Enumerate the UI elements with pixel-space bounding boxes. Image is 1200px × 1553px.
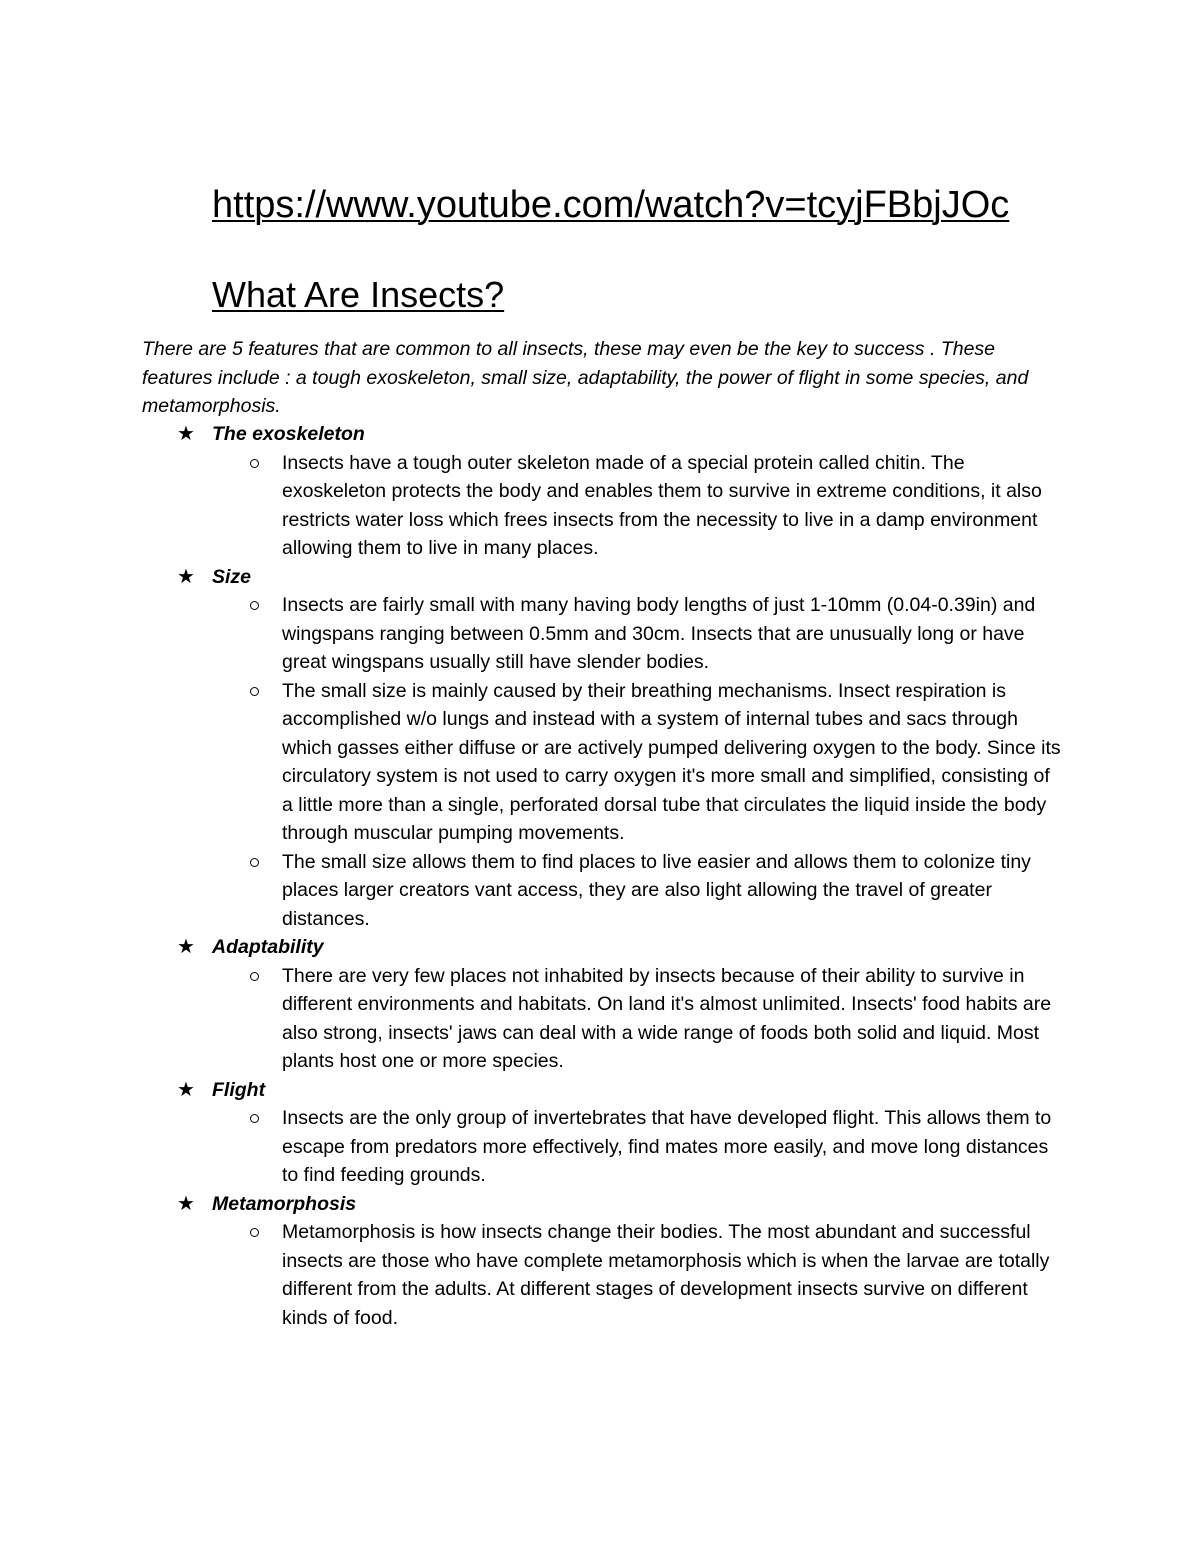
list-item bbox=[0, 591, 1062, 677]
section-heading-row bbox=[0, 563, 1200, 592]
section-heading: Flight bbox=[212, 1078, 266, 1101]
youtube-link[interactable]: https://www.youtube.com/watch?v=tcyjFBbjJOc bbox=[212, 184, 1010, 226]
section-size bbox=[0, 563, 1200, 934]
section-heading: The exoskeleton bbox=[212, 423, 365, 445]
list-item bbox=[0, 677, 1062, 848]
circle-bullet-icon bbox=[250, 459, 259, 468]
star-bullet-icon: ★ bbox=[177, 1192, 195, 1215]
circle-bullet-icon bbox=[250, 1228, 259, 1237]
list-item bbox=[0, 848, 1062, 934]
section-flight bbox=[0, 1076, 1200, 1190]
circle-bullet-icon bbox=[250, 972, 259, 981]
list-item-text: Metamorphosis is how insects change their bodies. The most abundant and successful insects are those who have complete metamorphosis which is when the larvae are totally different from the adults. At different stages of development insects survive on different kinds of food. bbox=[282, 1221, 1050, 1329]
circle-bullet-icon bbox=[250, 601, 259, 610]
list-item bbox=[0, 1218, 1062, 1332]
list-item-text: Insects are the only group of invertebrates that have developed flight. This allows them to escape from predators more effectively, find mates more easily, and move long distances to find feeding grounds. bbox=[282, 1107, 1052, 1186]
list-item-text: Insects are fairly small with many having body lengths of just 1-10mm (0.04-0.39in) and wingspans ranging between 0.5mm and 30cm. Insects that are unusually long or have great wingspans usually still have slender bodies. bbox=[282, 594, 1036, 673]
section-exoskeleton bbox=[0, 420, 1200, 563]
star-bullet-icon: ★ bbox=[177, 936, 195, 958]
feature-list bbox=[0, 420, 1200, 1332]
list-item-text: There are very few places not inhabited by insects because of their ability to survive in different environments and habitats. On land it's almost unlimited. Insects' food habits are also strong, insects' jaws can deal with a wide range of foods both solid and liquid. Most plants host one or more species. bbox=[282, 964, 1052, 1072]
section-heading-row bbox=[0, 1076, 1200, 1105]
section-heading-row bbox=[0, 933, 1200, 962]
circle-bullet-icon bbox=[250, 858, 259, 867]
section-metamorphosis bbox=[0, 1190, 1200, 1333]
section-adaptability bbox=[0, 933, 1200, 1076]
circle-bullet-icon bbox=[250, 687, 259, 696]
intro-paragraph: There are 5 features that are common to all insects, these may even be the key to success . These features include : a tough exoskeleton, small size, adaptability, the power of flight in some species, and metamorphosis. bbox=[142, 338, 1029, 417]
list-item-text: The small size is mainly caused by their breathing mechanisms. Insect respiration is accomplished w/o lungs and instead with a system of internal tubes and sacs through which gasses either diffuse or are actively pumped delivering oxygen to the body. Since its circulatory system is not used to carry oxygen it's more small and simplified, consisting of a little more than a single, perforated dorsal tube that circulates the liquid inside the body through muscular pumping movements. bbox=[282, 679, 1061, 844]
section-heading: Size bbox=[212, 565, 252, 588]
section-heading-row bbox=[0, 420, 1200, 449]
list-item bbox=[0, 1104, 1062, 1190]
list-item bbox=[0, 449, 1062, 563]
section-heading: Metamorphosis bbox=[212, 1192, 357, 1215]
section-heading-row bbox=[0, 1190, 1200, 1219]
circle-bullet-icon bbox=[250, 1114, 259, 1123]
star-bullet-icon: ★ bbox=[177, 1078, 195, 1101]
list-item-text: Insects have a tough outer skeleton made of a special protein called chitin. The exoskeleton protects the body and enables them to survive in extreme conditions, it also restricts water loss which frees insects from the necessity to live in a damp environment allowing them to live in many places. bbox=[282, 451, 1042, 559]
star-bullet-icon: ★ bbox=[177, 423, 195, 445]
page-title: What Are Insects? bbox=[212, 274, 505, 315]
list-item bbox=[0, 962, 1062, 1076]
list-item-text: The small size allows them to find places to live easier and allows them to colonize tiny places larger creators vant access, they are also light allowing the travel of greater distances. bbox=[282, 850, 1031, 930]
section-heading: Adaptability bbox=[212, 936, 324, 958]
star-bullet-icon: ★ bbox=[177, 565, 195, 588]
